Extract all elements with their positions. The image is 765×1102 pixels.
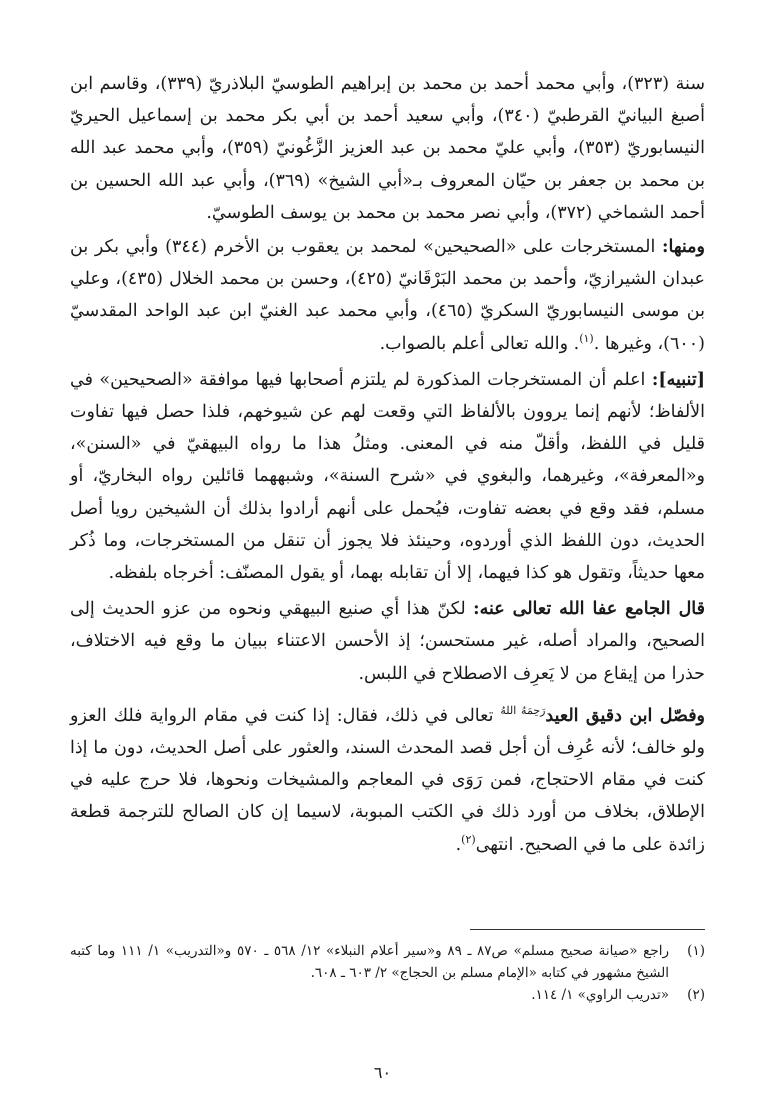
footnote-divider [470, 929, 705, 930]
footnote-number: (٢) [687, 987, 705, 1003]
footnote-text: «تدريب الراوي» ١/ ١١٤. [531, 987, 669, 1003]
page-number: ٦٠ [373, 1063, 392, 1082]
footnote-item [70, 940, 705, 984]
paragraph-text: اعلم أن المستخرجات المذكورة لم يلتزم أصحابها فيها موافقة «الصحيحين» في الألفاظ؛ لأنهم إنما يروون بالألفاظ التي وقعت لهم عن شيوخهم، فلذا حصل فيها تفاوت قليل في اللفظ، وأقلّ منه في المعنى. ومثلُ هذا ما رواه البيهقيّ في «السنن»، و«المعرفة»، وغيرهما، والبغوي في «شرح السنة»، وشبههما قائلين رواه البخاريّ، أو مسلم، فقد وقع في بعضه تفاوت، فيُحمل على أنهم أرادوا بذلك أن الشيخين رويا أصل الحديث، دون اللفظ الذي أوردوه، وحينئذ فلا يجوز أن تنقل من المستخرجات، وما ذُكر معها حديثاً، وتقول هو كذا فيهما، إلا أن تقابله بهما، أو يقول المصنّف: أخرجاه بلفظه. [70, 369, 705, 584]
footnote-item [70, 984, 705, 1006]
paragraph-lead: قال الجامع عفا الله تعالى عنه: [473, 599, 705, 620]
paragraph-tanbih [70, 364, 705, 589]
paragraph-tail: . والله تعالى أعلم بالصواب. [379, 333, 580, 354]
footnotes [70, 940, 705, 1006]
paragraph-lead: [تنبيه]: [651, 369, 705, 390]
footnote-ref[interactable]: (٢) [461, 832, 476, 846]
page-body [70, 68, 705, 861]
paragraph-text: سنة (٣٢٣)، وأبي محمد أحمد بن محمد بن إبراهيم الطوسيّ البلاذريّ (٣٣٩)، وقاسم ابن أصبغ البيانيّ القرطبيّ (٣٤٠)، وأبي سعيد أحمد بن أبي بكر محمد بن إسماعيل الحيريّ النيسابوريّ (٣٥٣)، وأبي عليّ محمد بن عبد العزيز الزَّغُونيّ (٣٥٩)، وأبي محمد عبد الله بن محمد بن جعفر بن حيّان المعروف بـ«أبي الشيخ» (٣٦٩)، وأبي عبد الله الحسين بن أحمد الشماخي (٣٧٢)، وأبي نصر محمد بن محمد بن يوسف الطوسيّ. [70, 74, 706, 223]
paragraph-narrators [70, 68, 705, 229]
paragraph-text: لكنّ هذا أي صنيع البيهقي ونحوه من عزو الحديث إلى الصحيح، والمراد أصله، غير مستحسن؛ إذ الأحسن الاعتناء ببيان ما وقع فيه الاختلاف، حذرا من إيقاع من لا يَعرِف الاصطلاح في اللبس. [70, 599, 705, 684]
footnote-ref[interactable]: (١) [579, 331, 594, 345]
paragraph-compiler-note [70, 593, 705, 690]
paragraph-text: المستخرجات على «الصحيحين» لمحمد بن يعقوب بن الأخرم (٣٤٤) وأبي بكر بن عبدان الشيرازيّ، وأحمد بن محمد البَرْقَانيّ (٤٢٥)، وحسن بن محمد الخلال (٤٣٥)، وعلي بن موسى النيسابوريّ السكريّ (٤٦٥)، وأبي محمد عبد الغنيّ ابن عبد الواحد المقدسيّ (٦٠٠)، وغيرها . [70, 237, 705, 354]
paragraph-lead: وفصّل ابن دقيق العيد [545, 705, 706, 726]
paragraph-mustakhrajat [70, 231, 705, 360]
paragraph-tail: . [455, 834, 462, 855]
paragraph-ibn-daqiq [70, 700, 705, 861]
paragraph-text: تعالى في ذلك، فقال: إذا كنت في مقام الرواية فلك العزو ولو خالف؛ لأنه عُرِف أن أجل قصد المحدث السند، والعثور على أصل الحديث، دون ما إذا كنت في مقام الاحتجاج، فمن رَوَى في المعاجم والمشيخات ونحوها، فلا حرج عليه في الإطلاق، بخلاف من أورد ذلك في الكتب المبوبة، لاسيما إن كان الصالح للترجمة قطعة زائدة على ما في الصحيح. انتهى [70, 705, 705, 855]
footnote-text: راجع «صيانة صحيح مسلم» ص٨٧ ـ ٨٩ و«سير أعلام النبلاء» ١٢/ ٥٦٨ ـ ٥٧٠ و«التدريب» ١/ ١١١ وما كتبه الشيخ مشهور في كتابه «الإمام مسلم بن الحجاج» ٢/ ٦٠٣ ـ ٦٠٨. [70, 943, 669, 981]
paragraph-lead: ومنها: [662, 237, 705, 258]
honorific-glyph: رَحِمَهُ اللهُ [500, 704, 546, 718]
footnote-number: (١) [687, 943, 705, 959]
